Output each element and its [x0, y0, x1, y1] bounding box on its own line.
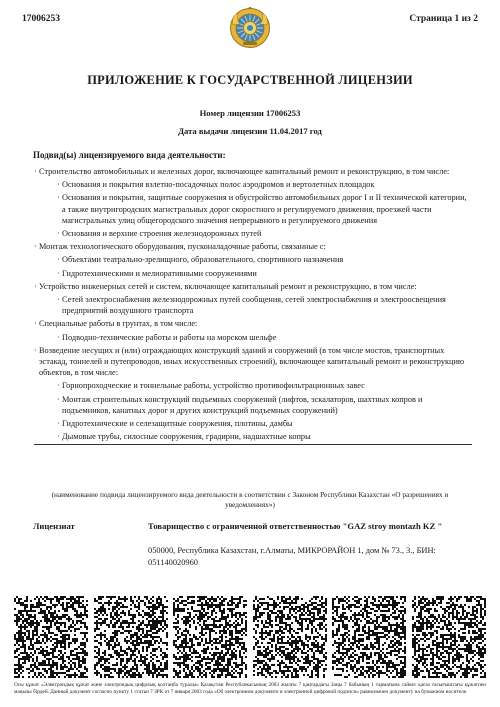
- document-title: ПРИЛОЖЕНИЕ К ГОСУДАРСТВЕННОЙ ЛИЦЕНЗИИ: [87, 73, 413, 87]
- license-subtypes-list: [34, 166, 472, 445]
- license-number-line: Номер лицензии 17006253: [199, 108, 301, 118]
- activity-subitem: · Подводно-технические работы и работы на морском шельфе: [34, 332, 472, 343]
- licensee-name: Товарищество с ограниченной ответственностью "GAZ stroy montazh KZ ": [148, 521, 443, 531]
- activity-subitem: · Гидротехническими и мелиоративными сооружениями: [34, 268, 472, 279]
- qr-code-2: [94, 596, 168, 678]
- activity-group: · Устройство инженерных сетей и систем, включающее капитальный ремонт и реконструкцию, в том числе:: [34, 281, 472, 292]
- legal-footer: Осы құжат «Электрондық құжат және электрондық цифрлық қолтаңба туралы» Қазақстан Республикасының 2003 жылғы 7 қаңтардағы Заңы 7 бабының 1 тармағына сәйкес қағаз тасығыштағы құжатпен маңызы бірдей. Данный документ согласно пункту 1 статьи 7 ЗРК от 7 января 2003 года «Об электронном документе и электронной цифровой подписи» равнозначен документу на бумажном носителе.: [14, 682, 486, 695]
- qr-code-5: [332, 596, 406, 678]
- licensee-address: 050000, Республика Казахстан, г.Алматы, МИКРОРАЙОН 1, дом № 73., 3., БИН: 051140020960: [148, 546, 436, 567]
- subtypes-heading: Подвид(ы) лицензируемого вида деятельности:: [33, 150, 226, 160]
- activity-subitem: · Основания и покрытия взлетно-посадочных полос аэродромов и вертолетных площадок: [34, 179, 472, 190]
- activity-subitem: · Горнопроходческие и тоннельные работы, устройство противофильтрационных завес: [34, 380, 472, 391]
- activity-subitem: · Основания и покрытия, защитные сооружения и обустройство автомобильных дорог I и II технической категории, а также внутригородских магистральных дорог скоростного и регулируемого движения, проезжей части магистральных улиц общегородского значения непрерывного и регулируемого движения: [34, 192, 472, 226]
- activity-subitem: · Основания и верхние строения железнодорожных путей: [34, 228, 472, 239]
- activity-subitem: · Монтаж строительных конструкций подъемных сооружений (лифтов, эскалаторов, шахтных копров и подъемников, канатных дорог и других конструкций подъемных сооружений): [34, 394, 472, 416]
- licensee-label: Лицензиат: [33, 521, 75, 531]
- header-license-number: 17006253: [22, 14, 60, 24]
- activity-group: · Монтаж технологического оборудования, пусконаладочные работы, связанные с:: [34, 241, 472, 252]
- activity-subitem: · Гидротехнические и селезащитные сооружения, плотины, дамбы: [34, 418, 472, 429]
- activity-subitem: · Сетей электроснабжения железнодорожных путей сообщения, сетей электроснабжения и электроосвещения предприятий воздушного транспорта: [34, 294, 472, 316]
- issue-date-line: Дата выдачи лицензии 11.04.2017 год: [178, 126, 322, 136]
- qr-code-1: [14, 596, 88, 678]
- list-bottom-rule: [34, 444, 472, 445]
- subtypes-note: (наименование подвида лицензируемого вида деятельности в соответствии с Законом Республики Казахстан «О разрешениях и уведомлениях»): [51, 490, 449, 509]
- activity-group: · Специальные работы в грунтах, в том числе:: [34, 318, 472, 329]
- qr-code-6: [412, 596, 486, 678]
- state-emblem-icon: [229, 7, 271, 49]
- activity-group: · Возведение несущих и (или) ограждающих конструкций зданий и сооружений (в том числе мостов, транспортных эстакад, тоннелей и путепроводов, иных искусственных строений), включающее капитальный ремонт и реконструкцию объектов, в том числе:: [34, 345, 472, 379]
- activity-subitem: · Дымовые трубы, силосные сооружения, градирни, надшахтные копры: [34, 431, 472, 442]
- page-indicator: Страница 1 из 2: [409, 14, 478, 24]
- activity-subitem: · Объектами театрально-зрелищного, образовательного, спортивного назначения: [34, 254, 472, 265]
- qr-code-3: [173, 596, 247, 678]
- activity-group: · Строительство автомобильных и железных дорог, включающее капитальный ремонт и реконструкцию, в том числе:: [34, 166, 472, 177]
- qr-code-row: [14, 596, 486, 678]
- qr-code-4: [253, 596, 327, 678]
